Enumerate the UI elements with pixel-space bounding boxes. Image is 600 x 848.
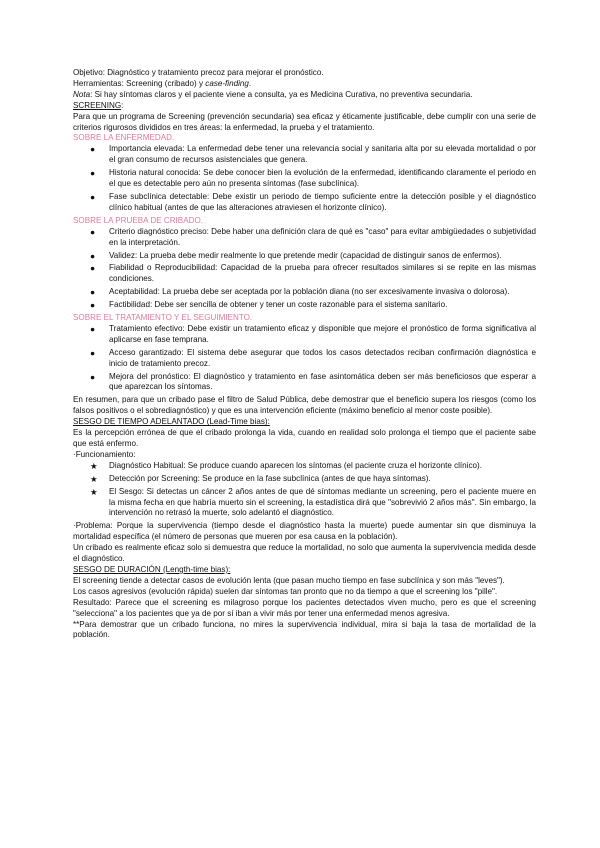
bullet-icon: ● <box>90 144 96 155</box>
bullet-icon: ● <box>90 263 96 274</box>
conclusion-paragraph: Un cribado es realmente eficaz solo si demuestra que reduce la mortalidad, no solo que aumenta la supervivencia medida desde el diagnóstico. <box>73 543 536 564</box>
list-item-text: Mejora del pronóstico: El diagnóstico y tratamiento en fase asintomática deben ser más beneficiosos que esperar a que aparezcan los síntomas. <box>109 371 536 392</box>
length-time-p2: Los casos agresivos (evolución rápida) suelen dar síntomas tan pronto que no da tiempo a que el screening los "pille". <box>73 586 498 596</box>
screening-heading <box>73 101 536 112</box>
list-item <box>73 348 536 370</box>
list-item <box>73 227 536 249</box>
list-item-text: Fiabilidad o Reproducibilidad: Capacidad de la prueba para ofrecer resultados similares si se repite en las mismas condiciones. <box>109 263 536 284</box>
section-title-tratamiento: SOBRE EL TRATAMIENTO Y EL SEGUIMIENTO. <box>73 313 253 323</box>
problema-paragraph: ·Problema: Porque la supervivencia (tiempo desde el diagnóstico hasta la muerte) puede aumentar sin que disminuya la mortalidad específica (el número de personas que mueren por esa causa en la población). <box>73 521 536 542</box>
star-icon: ★ <box>90 460 98 471</box>
lead-time-heading: SESGO DE TIEMPO ADELANTADO (Lead-Time bias): <box>73 417 270 427</box>
list-item-text: Diagnóstico Habitual: Se produce cuando aparecen los síntomas (el paciente cruza el horizonte clínico). <box>109 460 482 470</box>
list-item <box>73 263 536 285</box>
nota-text: : Si hay síntomas claros y el paciente viene a consulta, ya es Medicina Curativa, no preventiva secundaria. <box>90 89 473 99</box>
list-item <box>73 461 536 472</box>
herramientas-label: Herramientas: Screening (cribado) y <box>73 78 206 88</box>
objetivo-line: Objetivo: Diagnóstico y tratamiento precoz para mejorar el pronóstico. <box>73 68 324 77</box>
bullet-icon: ● <box>90 250 96 261</box>
bullet-icon: ● <box>90 226 96 237</box>
list-item-text: Acceso garantizado: El sistema debe asegurar que todos los casos detectados reciban confirmación diagnóstica e inicio de tratamiento precoz. <box>109 347 536 368</box>
list-item <box>73 372 536 394</box>
bullet-icon: ● <box>90 371 96 382</box>
list-item-text: Validez: La prueba debe medir realmente lo que pretende medir (capacidad de distinguir sanos de enfermos). <box>109 250 502 260</box>
length-time-heading: SESGO DE DURACIÓN (Length-time bias): <box>73 564 231 574</box>
screening-heading-colon: : <box>121 100 124 110</box>
list-item <box>73 324 536 346</box>
list-item-text: Aceptabilidad: La prueba debe ser aceptada por la población diana (no ser excesivamente invasiva o dolorosa). <box>109 287 510 297</box>
bullet-icon: ● <box>90 300 96 311</box>
star-icon: ★ <box>90 473 98 484</box>
list-item-text: Tratamiento efectivo: Debe existir un tratamiento eficaz y disponible que mejore el pronóstico de forma significativa al aplicarse en fase temprana. <box>109 323 536 344</box>
section-title-enfermedad: SOBRE LA ENFERMEDAD. <box>73 133 175 143</box>
list-tratamiento <box>73 324 536 393</box>
list-item <box>73 474 536 485</box>
nota-label: Nota <box>73 89 91 99</box>
list-item <box>73 192 536 214</box>
funcionamiento-label: ·Funcionamiento: <box>73 449 136 459</box>
herramientas-line <box>73 79 536 90</box>
summary-paragraph: En resumen, para que un cribado pase el filtro de Salud Pública, debe demostrar que el beneficio supera los riesgos (como los falsos positivos o el sobrediagnóstico) y que es una intervención eficiente (máximo beneficio al menor coste posible). <box>73 395 536 416</box>
bullet-icon: ● <box>90 287 96 298</box>
list-item-text: Criterio diagnóstico preciso: Debe haber una definición clara de qué es "caso" para evitar ambigüedades o subjetividad en la interpretación. <box>109 226 536 247</box>
nota-line <box>73 90 536 101</box>
list-enfermedad <box>73 144 536 213</box>
list-item <box>73 300 536 311</box>
list-item <box>73 144 536 166</box>
bullet-icon: ● <box>90 191 96 202</box>
bullet-icon: ● <box>90 168 96 179</box>
section-title-prueba: SOBRE LA PRUEBA DE CRIBADO. <box>73 215 203 225</box>
bullet-icon: ● <box>90 323 96 334</box>
list-item <box>73 287 536 298</box>
herramientas-italic: case-finding <box>205 78 249 88</box>
list-prueba <box>73 227 536 311</box>
list-item-text: Importancia elevada: La enfermedad debe tener una relevancia social y sanitaria alta por su elevada mortalidad o por el gran consumo de recursos asistenciales que genera. <box>109 144 536 165</box>
star-icon: ★ <box>90 486 98 497</box>
list-item-text: Fase subclínica detectable: Debe existir un periodo de tiempo suficiente entre la detección posible y el diagnóstico clínico habitual (antes de que las alteraciones atraviesen el horizonte clínico). <box>109 191 536 212</box>
length-time-p3: Resultado: Parece que el screening es milagroso porque los pacientes detectados viven mucho, pero es que el screening "selecciona" a los pacientes que ya de por sí iban a vivir más por tener una enfermedad menos agresiva. <box>73 597 536 618</box>
length-time-p1: El screening tiende a detectar casos de evolución lenta (que pasan mucho tiempo en fase subclínica y son más "leves"). <box>73 575 505 585</box>
list-item-text: Detección por Screening: Se produce en la fase subclínica (antes de que haya síntomas). <box>109 473 431 483</box>
list-lead-time <box>73 461 536 520</box>
list-item-text: Historia natural conocida: Se debe conocer bien la evolución de la enfermedad, identificando claramente el periodo en el que es detectable pero aún no presenta síntomas (fase subclínica). <box>109 168 536 189</box>
list-item-text: Factibilidad: Debe ser sencilla de obtener y tener un coste razonable para el sistema sanitario. <box>109 300 448 310</box>
bullet-icon: ● <box>90 347 96 358</box>
lead-time-paragraph: Es la percepción errónea de que el cribado prolonga la vida, cuando en realidad solo prolonga el tiempo que el paciente sabe que está enfermo. <box>73 428 536 448</box>
list-item <box>73 487 536 520</box>
herramientas-end: . <box>248 78 252 88</box>
list-item-text: El Sesgo: Si detectas un cáncer 2 años antes de que dé síntomas mediante un screening, pero el paciente muere en la misma fecha en que habría muerto sin el screening, la estadística dirá que "sobrevivió 2 años más". Sin embargo, la intervención no retrasó la muerte, solo adelantó el diagnóstico. <box>109 486 536 518</box>
screening-paragraph: Para que un programa de Screening (prevención secundaria) sea eficaz y éticamente justificable, debe cumplir con una serie de criterios rigurosos divididos en tres áreas: la enfermedad, la prueba y el tratamiento. <box>73 111 536 132</box>
list-item <box>73 251 536 262</box>
length-time-p4: **Para demostrar que un cribado funciona, no mires la supervivencia individual, mira si baja la tasa de mortalidad de la población. <box>73 619 536 640</box>
list-item <box>73 168 536 190</box>
screening-heading-text: SCREENING <box>73 100 122 110</box>
